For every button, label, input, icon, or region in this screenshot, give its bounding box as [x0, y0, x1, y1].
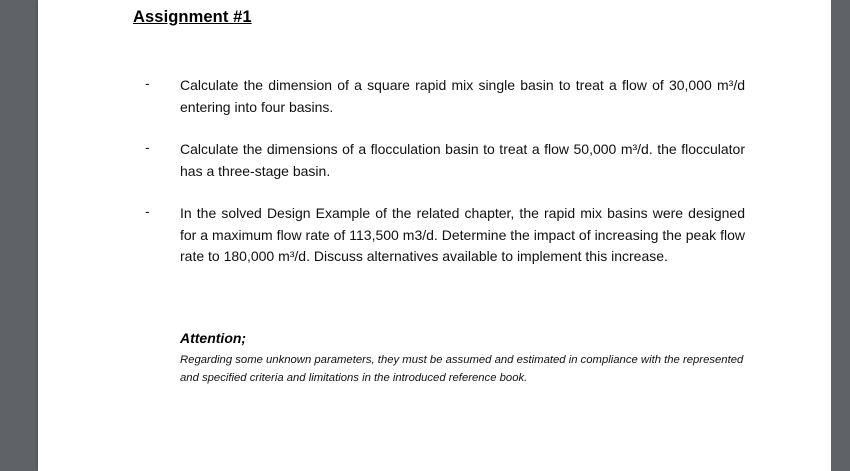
assignment-title: Assignment #1	[133, 8, 252, 26]
question-text: In the solved Design Example of the related chapter, the rapid mix basins were designed for a maximum flow rate of 113,500 m3/d. Determine the impact of increasing the peak flow rate to 180,000 m³/d. Discuss alternatives available to implement this increase.	[180, 205, 745, 264]
document-page	[38, 0, 831, 471]
attention-heading: Attention;	[180, 330, 247, 346]
question-text: Calculate the dimensions of a flocculation basin to treat a flow 50,000 m³/d. the flocculator has a three-stage basin.	[180, 141, 745, 179]
bullet-dash: -	[145, 203, 150, 219]
bullet-dash: -	[145, 139, 150, 155]
question-text: Calculate the dimension of a square rapid mix single basin to treat a flow of 30,000 m³/d entering into four basins.	[180, 77, 745, 115]
viewer-background	[831, 0, 850, 471]
bullet-dash: -	[145, 75, 150, 91]
attention-note: Regarding some unknown parameters, they must be assumed and estimated in compliance with the represented and specified criteria and limitations in the introduced reference book.	[180, 354, 744, 384]
